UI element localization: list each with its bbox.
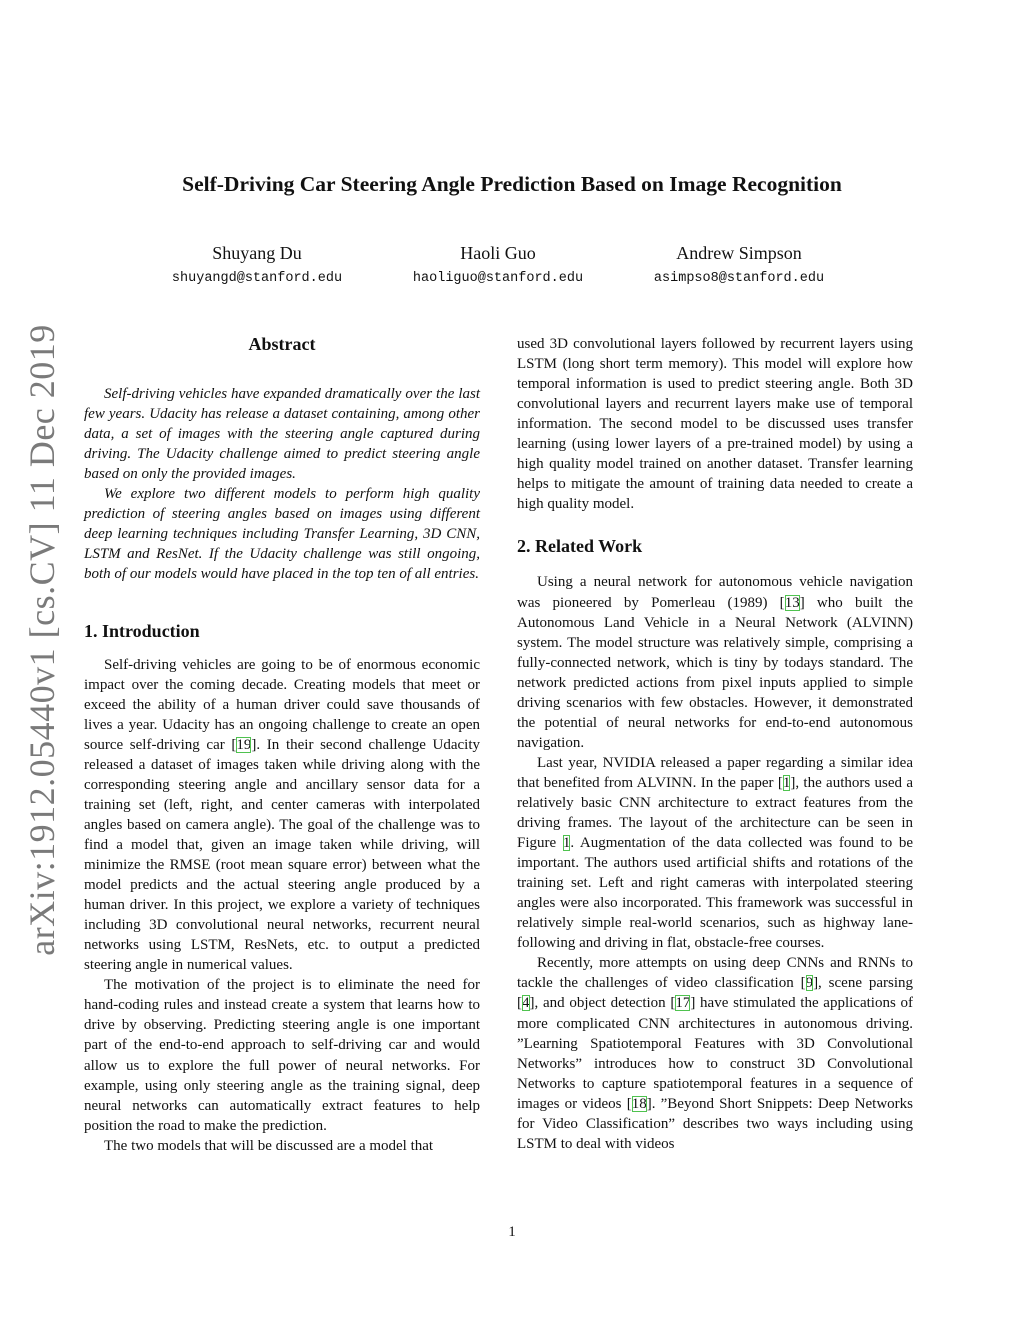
citation-link[interactable]: 1 <box>782 774 791 791</box>
author-email[interactable]: haoliguo@stanford.edu <box>412 271 584 286</box>
related-paragraph <box>517 753 913 953</box>
intro-paragraph: The motivation of the project is to eliminate the need for hand-coding rules and instead create a system that learns how to drive by observing. Predicting steering angle is one important part of the end-to-end approach to self-driving car and would allow us to explore the full power of neural networks. For example, using only steering angle as the training signal, deep neural networks can automatically extract features to help position the road to make the prediction. <box>84 977 480 1134</box>
intro-paragraph: The two models that will be discussed are a model that <box>104 1137 434 1154</box>
paragraph-text: ], and object detection [ <box>529 995 676 1012</box>
related-paragraph <box>517 953 913 1153</box>
abstract-section <box>84 334 480 585</box>
author-name: Andrew Simpson <box>676 243 802 263</box>
author-name: Shuyang Du <box>212 243 302 263</box>
paragraph-text: ]. In their second challenge Udacity released a dataset of images taken while driving along with the corresponding steering angle and ancillary sensor data for a training set (left, right, and center cameras with interpolated angles based on camera angle). The goal of the challenge was to find a model that, given an image taken while driving, will minimize the RMSE (root mean square error) between what the model predicts and the actual steering angle produced by a human driver. In this project, we explore a variety of techniques including 3D convolutional neural networks, recurrent neural networks using LSTM, ResNets, etc. to output a predicted steering angle in numerical values. <box>84 736 480 974</box>
paragraph-text: Recently, more attempts on using deep CNNs and RNNs to tackle the challenges of video classification [ <box>517 955 913 992</box>
citation-link[interactable]: 19 <box>236 736 252 753</box>
paragraph-text: ] who built the Autonomous Land Vehicle in a Neural Network (ALVINN) system. The model structure was relatively simple, comprising a fully-connected network, which is tiny by todays standard. The network predicted actions from pixel inputs applied to simple driving scenarios with few obstacles. However, it demonstrated the potential of neural networks for end-to-end autonomous navigation. <box>517 594 913 751</box>
citation-link[interactable]: 17 <box>675 995 691 1012</box>
citation-link[interactable]: 9 <box>805 975 814 992</box>
author-name: Haoli Guo <box>460 243 536 263</box>
author-block <box>589 242 889 288</box>
paragraph-text: ] have stimulated the applications of more complicated CNN architectures in autonomous driving. ”Learning Spatiotemporal Features with 3D Convolutional Networks” introduces how to construct 3D Convolutional Networks to capture spatiotemporal features in a sequence of images or videos [ <box>517 995 913 1112</box>
paragraph-text: ], scene parsing [ <box>517 975 913 1012</box>
paper-title: Self-Driving Car Steering Angle Prediction Based on Image Recognition <box>182 172 842 196</box>
left-column <box>84 334 480 1156</box>
paragraph-text: ]. ”Beyond Short Snippets: Deep Networks for Video Classification” describes two ways including using LSTM to deal with videos <box>517 1095 914 1152</box>
related-paragraph <box>517 572 913 752</box>
paragraph-text: ], the authors used a relatively basic CNN architecture to extract features from the driving frames. The layout of the architecture can be seen in Figure <box>517 774 913 852</box>
abstract-paragraph: Self-driving vehicles have expanded dramatically over the last few years. Udacity has release a dataset containing, among other data, a set of images with the steering angle captured during driving. The Udacity challenge aimed to predict steering angle based on only the provided images. <box>84 386 480 483</box>
paragraph-text: Using a neural network for autonomous vehicle navigation was pioneered by Pomerleau (1989) [ <box>517 574 913 611</box>
abstract-paragraph: We explore two different models to perform high quality prediction of steering angles based on images using different deep learning techniques including Transfer Learning, 3D CNN, LSTM and ResNet. If the Udacity challenge was still ongoing, both of our models would have placed in the top ten of all entries. <box>84 486 480 583</box>
section-heading-related-work: 2. Related Work <box>517 536 643 557</box>
citation-link[interactable]: 18 <box>631 1095 647 1112</box>
intro-paragraph-continued: used 3D convolutional layers followed by recurrent layers using LSTM (long short term memory). This model will explore how temporal information is used to predict steering angle. Both 3D convolutional layers and recurrent layers make use of temporal information. The second model to be discussed uses transfer learning (using lower layers of a pre-trained model) by using a high quality model trained on another dataset. Transfer learning helps to mitigate the amount of training data needed to create a high quality model. <box>517 336 913 513</box>
page-number: 1 <box>508 1224 516 1240</box>
paragraph-text: Last year, NVIDIA released a paper regarding a similar idea that benefited from ALVINN. In the paper [ <box>517 754 913 791</box>
author-email[interactable]: shuyangd@stanford.edu <box>171 271 343 286</box>
intro-paragraph <box>84 655 480 976</box>
citation-link[interactable]: 4 <box>522 995 530 1012</box>
section-heading-introduction: 1. Introduction <box>84 620 200 641</box>
figure-link[interactable]: 1 <box>562 835 571 852</box>
arxiv-identifier: arXiv:1912.05440v1 [cs.CV] 11 Dec 2019 <box>22 324 62 956</box>
right-column <box>517 334 913 1154</box>
author-email[interactable]: asimpso8@stanford.edu <box>653 271 825 286</box>
paragraph-text: . Augmentation of the data collected was found to be important. The authors used artificial shifts and rotations of the training set. Left and right cameras with interpolated steering angles were also incorporated. This framework was successful in relatively simple real-world scenarios, such as highway lane-following and driving in flat, obstacle-free courses. <box>517 835 914 952</box>
abstract-heading: Abstract <box>248 334 316 354</box>
paragraph-text: Self-driving vehicles are going to be of enormous economic impact over the coming decade. Creating models that meet or exceed the ability of a human driver could save thousands of lives a year. Udacity has an ongoing challenge to create an open source self-driving car [ <box>84 656 480 753</box>
citation-link[interactable]: 13 <box>784 594 800 611</box>
